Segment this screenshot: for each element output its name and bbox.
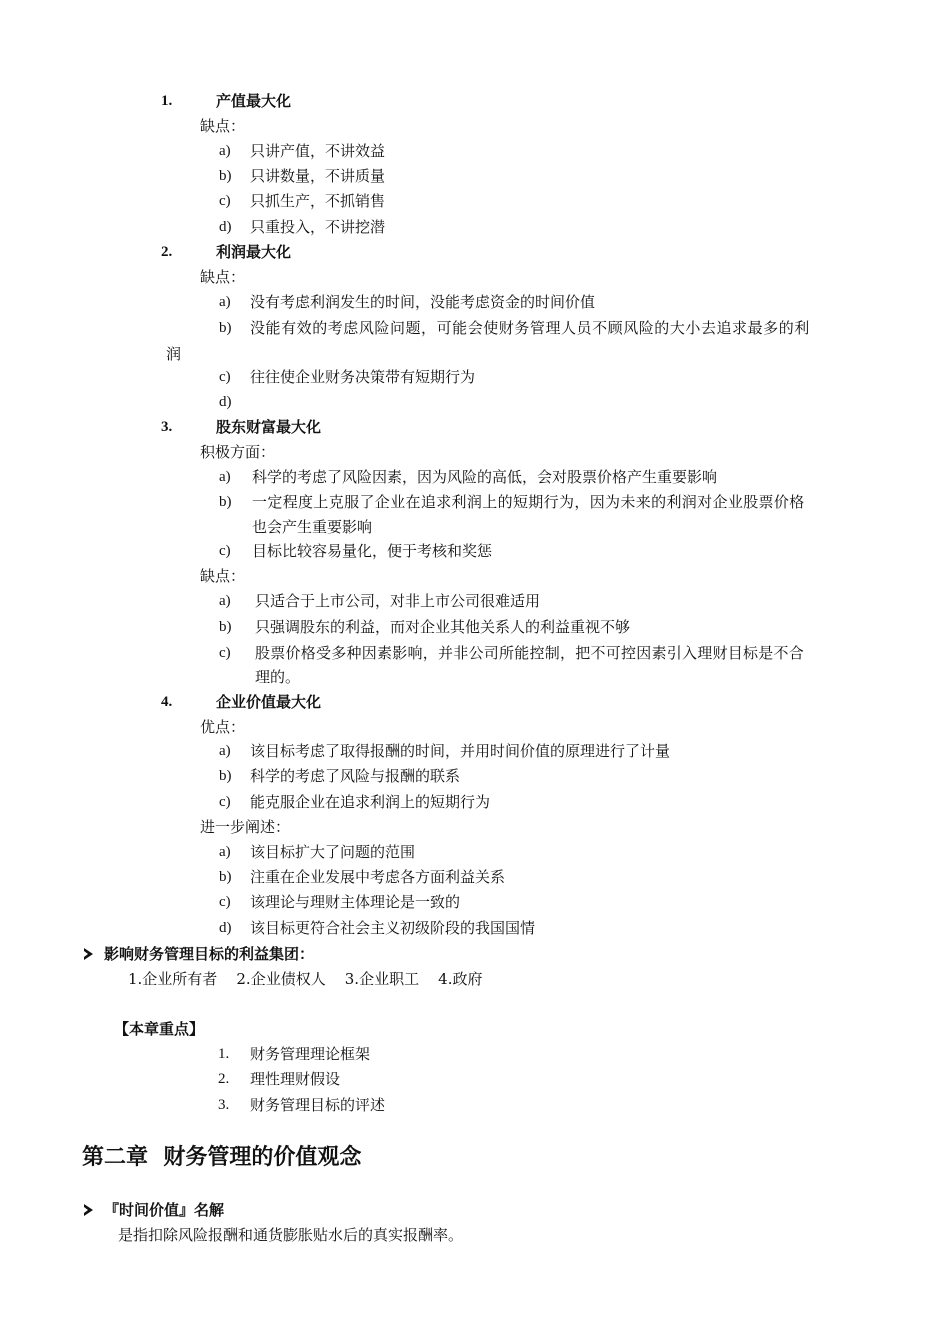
section-3-positive-label: 积极方面：: [200, 443, 276, 461]
list-item: 科学的考虑了风险因素，因为风险的高低，会对股票价格产生重要影响: [252, 468, 718, 486]
list-item: 注重在企业发展中考虑各方面利益关系: [250, 868, 506, 886]
list-item: 只讲产值，不讲效益: [250, 142, 386, 160]
section-2-label: 缺点：: [200, 268, 246, 286]
arrow-bullet-icon: [84, 1204, 93, 1216]
time-value-definition: 是指扣除风险报酬和通货膨胀贴水后的真实报酬率。: [118, 1226, 464, 1244]
list-item: 该目标扩大了问题的范围: [250, 843, 416, 861]
list-marker: c): [219, 645, 231, 661]
list-item: 往往使企业财务决策带有短期行为: [250, 368, 476, 386]
list-item-wrap: 润: [166, 345, 182, 363]
list-marker: d): [219, 219, 232, 235]
list-item: 股票价格受多种因素影响，并非公司所能控制，把不可控因素引入理财目标是不合: [255, 644, 805, 662]
list-marker: 2.: [218, 1071, 230, 1087]
section-4-number: 4.: [161, 694, 173, 710]
list-item: 只强调股东的利益，而对企业其他关系人的利益重视不够: [255, 618, 631, 636]
arrow-bullet-icon: [84, 948, 93, 960]
list-item: 没有考虑利润发生的时间，没能考虑资金的时间价值: [250, 293, 596, 311]
list-marker: c): [219, 794, 231, 810]
list-marker: a): [219, 593, 231, 609]
list-marker: c): [219, 894, 231, 910]
groups-list: 1.企业所有者 2.企业债权人 3.企业职工 4.政府: [128, 970, 483, 988]
list-marker: 1.: [218, 1046, 230, 1062]
list-item: 财务管理目标的评述: [250, 1096, 386, 1114]
section-2-title: 利润最大化: [216, 243, 292, 261]
section-3-title: 股东财富最大化: [216, 418, 322, 436]
list-item-wrap: 也会产生重要影响: [252, 518, 373, 536]
section-2-number: 2.: [161, 244, 173, 260]
list-item: 目标比较容易量化，便于考核和奖惩: [252, 542, 493, 560]
groups-heading: 影响财务管理目标的利益集团：: [104, 945, 315, 963]
list-item: 财务管理理论框架: [250, 1045, 371, 1063]
list-marker: b): [219, 619, 232, 635]
list-item: 只适合于上市公司，对非上市公司很难适用: [255, 592, 541, 610]
list-item: 一定程度上克服了企业在追求利润上的短期行为，因为未来的利润对企业股票价格: [252, 493, 805, 511]
chapter-title: 第二章 财务管理的价值观念: [82, 1145, 362, 1170]
section-4-advantages-label: 优点：: [200, 718, 246, 736]
list-marker: a): [219, 143, 231, 159]
list-marker: a): [219, 294, 231, 310]
time-value-heading: 『时间价值』名解: [104, 1201, 225, 1219]
list-marker: b): [219, 869, 232, 885]
list-item: 该目标更符合社会主义初级阶段的我国国情: [250, 919, 536, 937]
list-marker: c): [219, 543, 231, 559]
section-4-further-label: 进一步阐述：: [200, 818, 291, 836]
list-marker: a): [219, 743, 231, 759]
section-1-title: 产值最大化: [216, 92, 292, 110]
list-marker: d): [219, 920, 232, 936]
list-marker: c): [219, 193, 231, 209]
list-item: 只抓生产，不抓销售: [250, 192, 386, 210]
section-3-negative-label: 缺点：: [200, 567, 246, 585]
list-marker: b): [219, 768, 232, 784]
list-item: 没能有效的考虑风险问题，可能会使财务管理人员不顾风险的大小去追求最多的利: [250, 319, 810, 337]
list-item-wrap: 理的。: [255, 668, 301, 686]
list-marker: 3.: [218, 1097, 230, 1113]
section-1-label: 缺点：: [200, 117, 246, 135]
list-item: 该理论与理财主体理论是一致的: [250, 893, 461, 911]
list-item: 该目标考虑了取得报酬的时间，并用时间价值的原理进行了计量: [250, 742, 671, 760]
list-marker: a): [219, 844, 231, 860]
list-marker: b): [219, 168, 232, 184]
list-item: 理性理财假设: [250, 1070, 341, 1088]
list-marker: b): [219, 494, 232, 510]
list-item: 能克服企业在追求利润上的短期行为: [250, 793, 491, 811]
list-marker: b): [219, 320, 232, 336]
section-3-number: 3.: [161, 419, 173, 435]
list-item: 只讲数量，不讲质量: [250, 167, 386, 185]
list-item: 只重投入，不讲挖潜: [250, 218, 386, 236]
list-marker: d): [219, 394, 232, 410]
key-points-heading: 【本章重点】: [114, 1020, 205, 1038]
list-marker: a): [219, 469, 231, 485]
section-4-title: 企业价值最大化: [216, 693, 322, 711]
list-marker: c): [219, 369, 231, 385]
list-item: 科学的考虑了风险与报酬的联系: [250, 767, 461, 785]
section-1-number: 1.: [161, 93, 173, 109]
